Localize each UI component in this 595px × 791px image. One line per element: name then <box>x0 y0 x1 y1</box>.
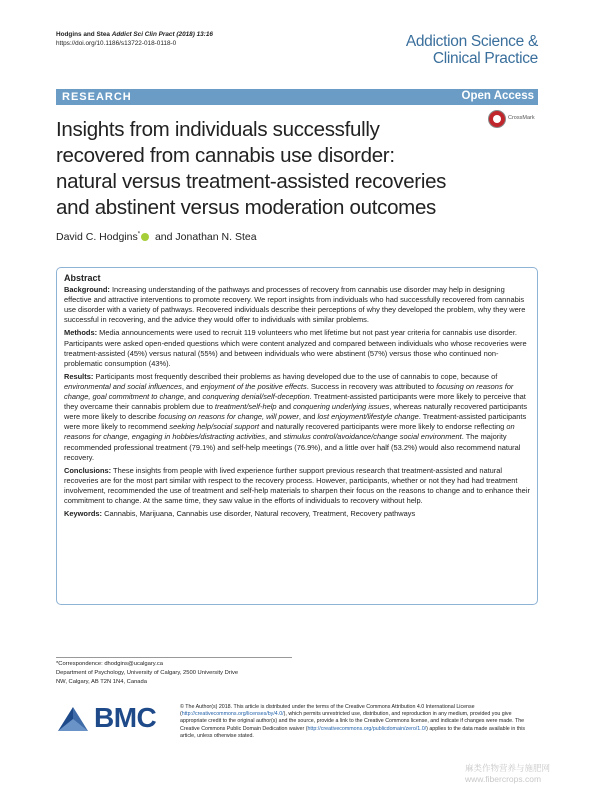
abstract-box <box>56 267 538 605</box>
watermark <box>465 763 550 785</box>
title-line: recovered from cannabis use disorder: <box>56 144 395 167</box>
correspondence-address: NW, Calgary, AB T2N 1N4, Canada <box>56 679 147 685</box>
correspondence-email[interactable]: *Correspondence: dhodgins@ucalgary.ca <box>56 661 163 667</box>
title-line: Insights from individuals successfully <box>56 118 380 141</box>
correspondence-footnote <box>56 660 316 687</box>
crossmark-badge[interactable] <box>488 110 540 130</box>
abstract-heading: Abstract <box>64 273 101 283</box>
watermark-line: 麻类作物营养与施肥网 <box>465 763 551 773</box>
footnote-divider <box>56 657 292 658</box>
bmc-mark-icon <box>56 703 90 733</box>
abstract-conclusions: Conclusions: These insights from people with lived experience further support previous research that treatment-assisted and natural recoveries are for the most part similar with respect to the recovery process. However, participants, whether or not they had had treatment involvement, recommended the use of treatment and self-help materials to sharpen their focus on the reasons to change and to enhance their commitment to change. At the same time, they saw value in the efforts of individuals to recovery without help. <box>64 465 530 505</box>
abstract-methods: Methods: Media announcements were used to recruit 119 volunteers who met lifetime but not past year criteria for cannabis use disorder. Participants were asked open-ended questions which were content analyzed and compared between individuals who whose recoveries were treatment-assisted (45%) versus natural (55%) and between individuals who were abstinent (57%) versus those who continued non-problematic consumption (43%). <box>64 328 527 368</box>
author-list <box>56 231 257 243</box>
open-access-label: Open Access <box>461 90 534 102</box>
title-line: natural versus treatment-assisted recoveries <box>56 170 447 193</box>
journal-name-line1: Addiction Science & <box>405 33 538 50</box>
author-name: and Jonathan N. Stea <box>152 231 257 243</box>
correspondence-address: Department of Psychology, University of Calgary, 2500 University Drive <box>56 670 239 676</box>
article-type-band <box>56 89 538 105</box>
journal-name <box>405 33 538 67</box>
citation-header <box>56 31 213 48</box>
orcid-icon[interactable] <box>141 233 149 241</box>
article-title <box>56 117 496 221</box>
abstract-keywords: Keywords: Cannabis, Marijuana, Cannabis use disorder, Natural recovery, Treatment, Recovery pathways <box>64 509 416 519</box>
corresponding-mark: * <box>137 231 141 238</box>
bmc-logo <box>56 703 166 733</box>
watermark-line: www.fibercrops.com <box>465 774 542 784</box>
license-link[interactable]: http://creativecommons.org/licenses/by/4.0/ <box>181 711 284 718</box>
license-text: © The Author(s) 2018. This article is distributed under the terms of the Creative Commons Attribution 4.0 International License (http://creativecommons.org/licenses/by/4.0/), which permits unrestricted use, distribution, and reproduction in any medium, provided you give appropriate credit to the original author(s) and the source, provide a link to the Creative Commons license, and indicate if changes were made. The Creative Commons Public Domain Dedication waiver (http://creativecommons.org/publicdomain/zero/1.0/) applies to the data made available in this article, unless otherwise stated. <box>180 704 526 739</box>
article-type-label: RESEARCH <box>62 91 132 103</box>
crossmark-label: CrossMark <box>508 115 535 121</box>
journal-name-line2: Clinical Practice <box>432 50 538 67</box>
abstract-background: Background: Increasing understanding of the pathways and processes of recovery from cannabis use disorder may help in designing effective and attractive interventions to promote recovery. We report insights from individuals who had successfully recovered from cannabis use disorder with a variety of pathways. Recovered individuals describe their perceptions of why they developed the problem, why they were successful in recovering, and the advice they would offer to individuals with similar problems. <box>64 285 526 325</box>
bmc-wordmark: BMC <box>94 702 157 733</box>
citation-journal: Addict Sci Clin Pract (2018) 13:16 <box>111 31 213 38</box>
citation-authors: Hodgins and Stea <box>56 31 112 38</box>
doi-link[interactable]: https://doi.org/10.1186/s13722-018-0118-0 <box>56 39 177 47</box>
public-domain-link[interactable]: http://creativecommons.org/publicdomain/zero/1.0/ <box>307 725 427 732</box>
crossmark-icon <box>488 110 506 128</box>
abstract-results: Results: Participants most frequently described their problems as having developed due to the use of cannabis to cope, because of environmental and social influences, and enjoyment of the positive effects. Success in recovery was attributed to focusing on reasons for change, goal commitment to change, and conquering denial/self-deception. Treatment-assisted participants were more likely to perceive that they overcame their cannabis problem due to treatment/self-help and conquering underlying issues, whereas naturally recovered participants were more likely to describe focusing on reasons for change, will power, and lost enjoyment/lifestyle change. Treatment-assisted participants were more likely to recommend seeking help/social support and naturally recovered participants were more likely to endorse reflecting on reasons for change, engaging in hobbies/distracting activities, and stimulus control/avoidance/change social environment. The majority recommended professional treatment (79.1%) and self-help meetings (76.9%), and a little over half (53.2%) would also recommend natural recovery. <box>64 371 528 462</box>
title-line: and abstinent versus moderation outcomes <box>56 196 437 219</box>
author-name: David C. Hodgins <box>56 231 138 243</box>
